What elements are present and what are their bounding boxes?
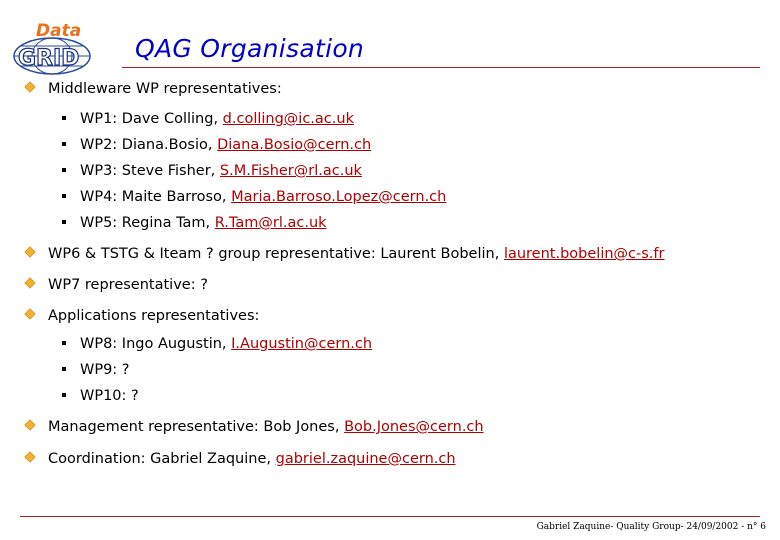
square-bullet-icon	[62, 367, 66, 371]
title-rule	[122, 67, 760, 68]
list-item-wp7: WP7 representative: ?	[26, 277, 208, 293]
logo-grid-text: GRID	[18, 46, 80, 71]
list-item-wp6: WP6 & TSTG & Iteam ? group representative: Laurent Bobelin, laurent.bobelin@c-s.fr	[26, 246, 664, 262]
square-bullet-icon	[62, 220, 66, 224]
email-link-wp3[interactable]: S.M.Fisher@rl.ac.uk	[219, 163, 362, 179]
email-link-wp5[interactable]: R.Tam@rl.ac.uk	[214, 215, 327, 231]
email-link-management[interactable]: Bob.Jones@cern.ch	[344, 419, 484, 435]
list-item-wp8: WP8: Ingo Augustin, I.Augustin@cern.ch	[62, 336, 372, 352]
logo-data-text: Data	[36, 21, 82, 41]
list-item-wp5: WP5: Regina Tam, R.Tam@rl.ac.uk	[62, 215, 327, 231]
diamond-bullet-icon	[24, 277, 35, 288]
square-bullet-icon	[62, 393, 66, 397]
square-bullet-icon	[62, 116, 66, 120]
page-title: QAG Organisation	[135, 34, 365, 63]
list-item-wp1: WP1: Dave Colling, d.colling@ic.ac.uk	[62, 111, 354, 127]
square-bullet-icon	[62, 194, 66, 198]
list-item-management: Management representative: Bob Jones, Bob.Jones@cern.ch	[26, 419, 484, 435]
footer-text: Gabriel Zaquine- Quality Group- 24/09/2002 - n° 6	[536, 522, 766, 532]
square-bullet-icon	[62, 341, 66, 345]
globe-grid-icon	[12, 16, 124, 76]
list-item-middleware: Middleware WP representatives:	[26, 81, 282, 97]
square-bullet-icon	[62, 168, 66, 172]
diamond-bullet-icon	[24, 419, 35, 430]
list-item-coordination: Coordination: Gabriel Zaquine, gabriel.zaquine@cern.ch	[26, 451, 456, 467]
diamond-bullet-icon	[24, 451, 35, 462]
email-link-wp4[interactable]: Maria.Barroso.Lopez@cern.ch	[231, 189, 447, 205]
email-link-wp2[interactable]: Diana.Bosio@cern.ch	[217, 137, 372, 153]
square-bullet-icon	[62, 142, 66, 146]
list-item-wp4: WP4: Maite Barroso, Maria.Barroso.Lopez@cern.ch	[62, 189, 446, 205]
datagrid-logo	[12, 16, 124, 76]
email-link-wp1[interactable]: d.colling@ic.ac.uk	[222, 111, 354, 127]
list-item-wp2: WP2: Diana.Bosio, Diana.Bosio@cern.ch	[62, 137, 371, 153]
diamond-bullet-icon	[24, 246, 35, 257]
list-item-wp10: WP10: ?	[62, 388, 139, 404]
diamond-bullet-icon	[24, 308, 35, 319]
diamond-bullet-icon	[24, 81, 35, 92]
email-link-wp8[interactable]: I.Augustin@cern.ch	[231, 336, 373, 352]
email-link-wp6[interactable]: laurent.bobelin@c-s.fr	[503, 246, 665, 262]
list-item-wp3: WP3: Steve Fisher, S.M.Fisher@rl.ac.uk	[62, 163, 362, 179]
list-item-applications: Applications representatives:	[26, 308, 259, 324]
list-item-wp9: WP9: ?	[62, 362, 130, 378]
footer-rule	[20, 516, 760, 517]
email-link-coordination[interactable]: gabriel.zaquine@cern.ch	[275, 451, 456, 467]
